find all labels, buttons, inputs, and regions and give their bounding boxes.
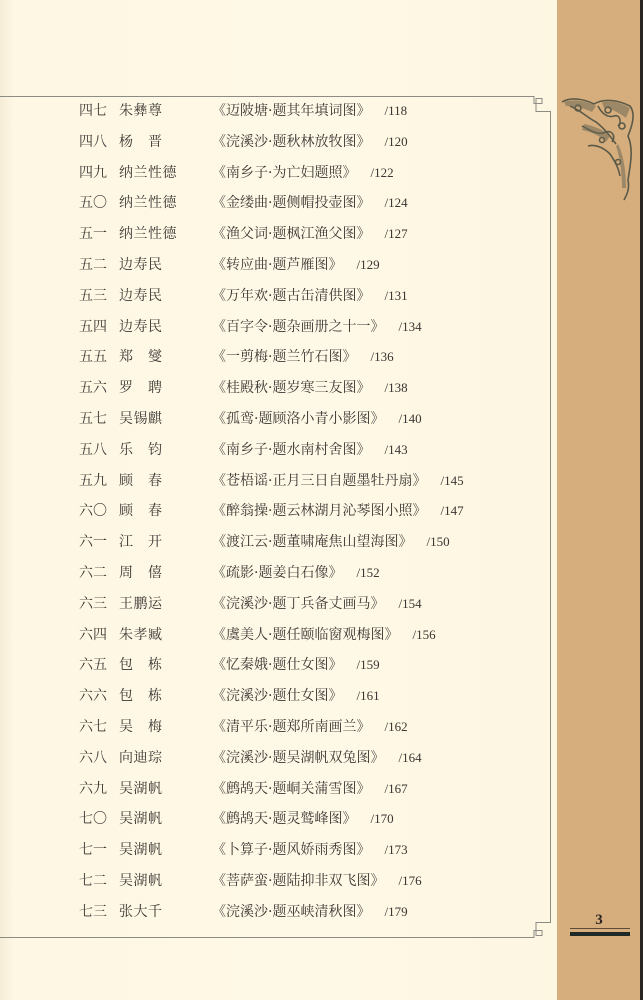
- entry-page: /150: [426, 534, 450, 549]
- entry-title: 《浣溪沙·题丁兵备丈画马》: [212, 596, 385, 612]
- entry-title: 《一剪梅·题兰竹石图》: [212, 349, 357, 365]
- entry-author: 顾 春: [119, 503, 163, 519]
- entry-title: 《醉翁操·题云林湖月沁琴图小照》: [212, 503, 427, 519]
- entry-number: 五四: [79, 319, 107, 335]
- entry-number: 五八: [79, 442, 107, 458]
- frame-corner-top-right-icon: [520, 94, 554, 116]
- entry-page: /134: [398, 319, 422, 334]
- entry-title: 《迈陂塘·题其年填词图》: [212, 103, 371, 119]
- entry-author: 杨 晋: [119, 134, 163, 150]
- frame-right-rule: [550, 112, 551, 920]
- entry-page: /136: [370, 349, 394, 364]
- entry-number: 六五: [79, 657, 107, 673]
- entry-number: 七二: [79, 873, 107, 889]
- entry-page: /131: [384, 288, 408, 303]
- entry-author: 朱彝尊: [119, 103, 163, 119]
- entry-author: 朱孝臧: [119, 627, 163, 643]
- entry-title: 《浣溪沙·题仕女图》: [212, 688, 343, 704]
- entry-number: 五五: [79, 349, 107, 365]
- entry-page: /124: [384, 195, 408, 210]
- entry-author: 郑 燮: [119, 349, 163, 365]
- entry-author: 边寿民: [119, 257, 163, 273]
- entry-author: 吴湖帆: [119, 811, 163, 827]
- entry-title: 《菩萨蛮·题陆抑非双飞图》: [212, 873, 385, 889]
- entry-number: 六七: [79, 719, 107, 735]
- entry-number: 六九: [79, 781, 107, 797]
- page-number-rule-thick: [570, 932, 630, 936]
- entry-title: 《苍梧谣·正月三日自题墨牡丹扇》: [212, 473, 427, 489]
- entry-author: 包 栋: [119, 657, 163, 673]
- entry-title: 《孤鸾·题顾洛小青小影图》: [212, 411, 385, 427]
- entry-page: /162: [384, 719, 408, 734]
- entry-page: /164: [398, 750, 422, 765]
- entry-title: 《桂殿秋·题岁寒三友图》: [212, 380, 371, 396]
- entry-title: 《浣溪沙·题巫峡清秋图》: [212, 904, 371, 920]
- entry-author: 纳兰性德: [119, 195, 177, 211]
- entry-page: /127: [384, 226, 408, 241]
- entry-title: 《渡江云·题董啸庵焦山望海图》: [212, 534, 413, 550]
- entry-author: 向迪琮: [119, 750, 163, 766]
- entry-page: /138: [384, 380, 408, 395]
- entry-page: /170: [370, 811, 394, 826]
- entry-number: 七三: [79, 904, 107, 920]
- entry-page: /140: [398, 411, 422, 426]
- entry-title: 《渔父词·题枫江渔父图》: [212, 226, 371, 242]
- entry-number: 五七: [79, 411, 107, 427]
- entry-number: 六〇: [79, 503, 107, 519]
- entry-title: 《忆秦娥·题仕女图》: [212, 657, 343, 673]
- entry-page: /145: [440, 473, 464, 488]
- entry-number: 六一: [79, 534, 107, 550]
- entry-title: 《转应曲·题芦雁图》: [212, 257, 343, 273]
- entry-page: /147: [440, 503, 464, 518]
- entry-title: 《南乡子·为亡妇题照》: [212, 165, 357, 181]
- entry-page: /173: [384, 842, 408, 857]
- entry-author: 吴湖帆: [119, 873, 163, 889]
- entry-author: 吴 梅: [119, 719, 163, 735]
- entry-page: /159: [356, 657, 380, 672]
- entry-author: 罗 聘: [119, 380, 163, 396]
- entry-author: 吴锡麒: [119, 411, 163, 427]
- entry-title: 《卜算子·题风娇雨秀图》: [212, 842, 371, 858]
- entry-author: 包 栋: [119, 688, 163, 704]
- entry-author: 王鹏运: [119, 596, 163, 612]
- entry-author: 乐 钧: [119, 442, 163, 458]
- entry-title: 《疏影·题姜白石像》: [212, 565, 343, 581]
- entry-page: /167: [384, 781, 408, 796]
- entry-title: 《南乡子·题水南村舍图》: [212, 442, 371, 458]
- entry-author: 张大千: [119, 904, 163, 920]
- entry-page: /176: [398, 873, 422, 888]
- entry-number: 四九: [79, 165, 107, 181]
- entry-title: 《鹧鸪天·题灵鹫峰图》: [212, 811, 357, 827]
- entry-page: /122: [370, 165, 394, 180]
- frame-bottom-rule: [0, 937, 523, 938]
- entry-title: 《清平乐·题郑所南画兰》: [212, 719, 371, 735]
- entry-number: 五三: [79, 288, 107, 304]
- entry-author: 周 僖: [119, 565, 163, 581]
- floral-ornament-icon: [558, 96, 640, 202]
- entry-page: /179: [384, 904, 408, 919]
- entry-page: /152: [356, 565, 380, 580]
- entry-title: 《虞美人·题任颐临窗观梅图》: [212, 627, 399, 643]
- entry-title: 《金缕曲·题侧帽投壶图》: [212, 195, 371, 211]
- entry-page: /154: [398, 596, 422, 611]
- page-number: 3: [595, 912, 603, 928]
- entry-page: /143: [384, 442, 408, 457]
- entry-number: 五〇: [79, 195, 107, 211]
- entry-author: 顾 春: [119, 473, 163, 489]
- entry-title: 《万年欢·题古缶清供图》: [212, 288, 371, 304]
- entry-author: 吴湖帆: [119, 842, 163, 858]
- entry-title: 《鹧鸪天·题峒关蒲雪图》: [212, 781, 371, 797]
- entry-number: 六三: [79, 596, 107, 612]
- entry-page: /120: [384, 134, 408, 149]
- entry-number: 五九: [79, 473, 107, 489]
- entry-number: 四八: [79, 134, 107, 150]
- entry-author: 江 开: [119, 534, 163, 550]
- entry-number: 五二: [79, 257, 107, 273]
- entry-number: 四七: [79, 103, 107, 119]
- entry-number: 五六: [79, 380, 107, 396]
- entry-number: 六四: [79, 627, 107, 643]
- entry-page: /118: [384, 103, 408, 118]
- entry-number: 七一: [79, 842, 107, 858]
- entry-author: 纳兰性德: [119, 226, 177, 242]
- entry-number: 六二: [79, 565, 107, 581]
- entry-page: /156: [412, 627, 436, 642]
- entry-number: 六六: [79, 688, 107, 704]
- entry-page: /129: [356, 257, 380, 272]
- frame-corner-bottom-right-icon: [520, 918, 554, 940]
- entry-author: 边寿民: [119, 288, 163, 304]
- entry-title: 《百字令·题杂画册之十一》: [212, 319, 385, 335]
- entry-number: 七〇: [79, 811, 107, 827]
- entry-title: 《浣溪沙·题吴湖帆双兔图》: [212, 750, 385, 766]
- frame-top-rule: [0, 96, 523, 97]
- entry-author: 纳兰性德: [119, 165, 177, 181]
- page-number-rule-thin: [570, 928, 630, 929]
- entry-number: 五一: [79, 226, 107, 242]
- entry-number: 六八: [79, 750, 107, 766]
- entry-author: 吴湖帆: [119, 781, 163, 797]
- entry-title: 《浣溪沙·题秋林放牧图》: [212, 134, 371, 150]
- entry-page: /161: [356, 688, 380, 703]
- entry-author: 边寿民: [119, 319, 163, 335]
